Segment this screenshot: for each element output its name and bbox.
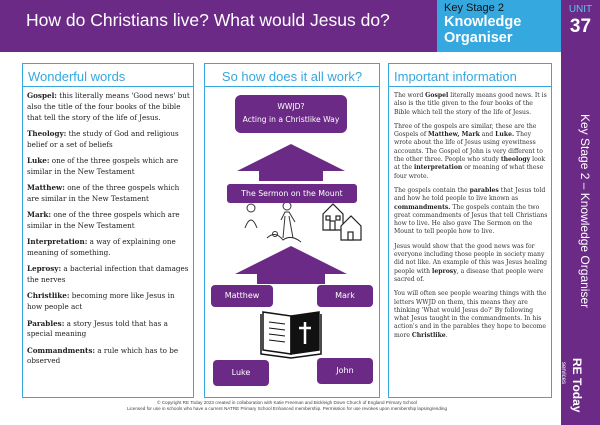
wonderful-words-panel xyxy=(22,63,194,398)
word-term: Luke: xyxy=(27,155,50,165)
info-emphasis: Luke. xyxy=(495,131,515,139)
word-entry xyxy=(27,346,191,368)
word-entry xyxy=(27,129,191,151)
sermon-box xyxy=(227,184,357,203)
john-label: John xyxy=(336,366,354,375)
info-paragraph xyxy=(394,123,548,181)
word-term: Leprosy: xyxy=(27,264,62,274)
organiser-title-line1: Knowledge xyxy=(444,14,522,30)
key-stage-label: Key Stage 2 xyxy=(444,2,504,14)
info-emphasis: leprosy xyxy=(432,267,457,275)
word-term: Gospel: xyxy=(27,91,57,100)
info-emphasis: theology xyxy=(500,156,531,164)
logo-main-text: RE Today xyxy=(570,358,584,413)
logo-sub-text: services xyxy=(560,362,566,385)
info-run: look at the xyxy=(394,156,546,172)
word-entry xyxy=(27,291,191,313)
wwjd-title: WWJD? xyxy=(277,102,305,111)
word-entry xyxy=(27,319,191,341)
organiser-title xyxy=(444,14,521,46)
gospel-diagram xyxy=(205,88,378,397)
houses-icon xyxy=(323,204,361,240)
important-info-panel xyxy=(388,63,552,398)
organiser-title-line2: Organiser xyxy=(444,30,513,46)
word-definition: becoming more like Jesus in how people act xyxy=(27,291,175,312)
word-definition: a rule which has to be observed xyxy=(27,345,179,366)
info-emphasis: Gospel xyxy=(425,92,449,99)
copyright-line: © Copyright RE Today 2023 created in collaboration with Katie Freeman and Bickleigh Down Church of England Primary School xyxy=(157,400,417,405)
info-run: literally means good news. It is also is the title given to the four books of the Bible which tell the story of the life of Jesus. xyxy=(394,92,547,116)
page-title: How do Christians live? What would Jesus do? xyxy=(26,10,390,30)
word-entry xyxy=(27,183,191,205)
key-stage-box xyxy=(437,0,561,52)
info-run: . xyxy=(445,331,448,339)
word-definition: this literally means 'Good news' but also the title of the four books of the bible that tell the story of the life of Jesus. xyxy=(27,91,190,122)
word-entry xyxy=(27,237,191,259)
word-definition: the study of God and religious belief or a set of beliefs xyxy=(27,128,179,149)
license-line: Licensed for use in schools who have a current NATRE Primary School Enhanced membership. Permission for use revokes upon membership lapsing/ending xyxy=(126,406,448,411)
info-emphasis: interpretation xyxy=(413,164,463,172)
wonderful-words-heading: Wonderful words xyxy=(23,64,193,87)
word-term: Christlike: xyxy=(27,291,70,301)
word-entry xyxy=(27,264,191,286)
footer xyxy=(22,400,552,412)
word-term: Mark: xyxy=(27,210,52,220)
john-box xyxy=(317,358,373,384)
word-term: Commandments: xyxy=(27,345,96,355)
mark-box xyxy=(317,285,373,307)
bible-icon xyxy=(261,312,321,358)
info-run: Jesus would show that the good news was for everyone including those people in society many did not like. An example of this was Jesus healing people with xyxy=(394,242,548,275)
info-paragraph xyxy=(394,187,548,237)
word-term: Matthew: xyxy=(27,183,65,193)
matthew-label: Matthew xyxy=(224,291,260,300)
info-run: They wrote about the life of Jesus using eyewitness accounts. The Gospel of John is very different to the other three. People who study xyxy=(394,131,543,164)
info-emphasis: commandments. xyxy=(394,203,451,211)
re-today-logo xyxy=(560,358,596,418)
crowd-icon xyxy=(245,202,301,242)
word-definition: a story Jesus told that has a special meaning xyxy=(27,318,168,339)
info-emphasis: Matthew, Mark xyxy=(428,131,480,139)
info-paragraph xyxy=(394,290,548,340)
word-definition: a bacterial infection that damages the nerves xyxy=(27,264,189,285)
side-band-text: Key Stage 2 – Knowledge Organiser xyxy=(578,114,592,309)
lower-arrow-icon xyxy=(235,246,347,284)
info-text xyxy=(394,92,548,346)
info-emphasis: Christlike xyxy=(411,331,446,339)
word-entry xyxy=(27,91,191,123)
diagram-arrows xyxy=(205,88,378,397)
word-term: Theology: xyxy=(27,128,67,138)
info-run: You will often see people wearing things with the letters WWJD on them, this means they are thinking 'What would Jesus do?' By following what Jesus taught in the commandments. In his action's and in the parables they hope to become more xyxy=(394,290,547,339)
info-run: and xyxy=(479,131,496,139)
luke-label: Luke xyxy=(231,368,251,377)
how-it-works-panel xyxy=(204,63,380,398)
word-definition: a way of explaining one meaning of something. xyxy=(27,237,176,258)
important-info-heading: Important information xyxy=(389,64,551,87)
info-paragraph xyxy=(394,92,548,117)
wwjd-box xyxy=(235,95,347,133)
info-run: Three of the gospels are similar, these are the Gospels of xyxy=(394,122,537,139)
how-it-works-heading: So how does it all work? xyxy=(205,64,379,87)
word-definition: one of the three gospels which are similar in the New Testament xyxy=(27,210,180,230)
word-definition: one of the three gospels which are similar in the New Testament xyxy=(27,183,180,203)
word-definition: one of the three gospels which are similar in the New Testament xyxy=(27,155,179,176)
word-term: Parables: xyxy=(27,318,65,328)
luke-box xyxy=(213,360,269,386)
upper-arrow-icon xyxy=(237,144,345,181)
mark-label: Mark xyxy=(335,291,355,300)
info-run: or meaning of what these four wrote. xyxy=(394,164,544,180)
info-run: , a disease that people were sacred of. xyxy=(394,267,544,283)
info-run: The gospels contain the two great commandments of Jesus that tell Christians how to live. He also gave The Sermon on the Mount to tell people how to live. xyxy=(394,203,548,236)
word-list xyxy=(27,91,191,373)
sermon-label: The Sermon on the Mount xyxy=(241,189,343,198)
info-run: that Jesus told and how he told people to live known as xyxy=(394,186,546,203)
matthew-box xyxy=(211,285,273,307)
info-run: The gospels contain the xyxy=(394,186,470,194)
word-term: Interpretation: xyxy=(27,237,88,247)
info-emphasis: parables xyxy=(469,186,499,194)
info-run: The word xyxy=(394,92,426,99)
wwjd-subtitle: Acting in a Christlike Way xyxy=(242,115,340,124)
word-entry xyxy=(27,156,191,178)
unit-number: 37 xyxy=(569,16,592,37)
unit-label: UNIT xyxy=(568,4,593,15)
word-entry xyxy=(27,210,191,232)
unit-box xyxy=(561,0,600,52)
info-paragraph xyxy=(394,243,548,284)
